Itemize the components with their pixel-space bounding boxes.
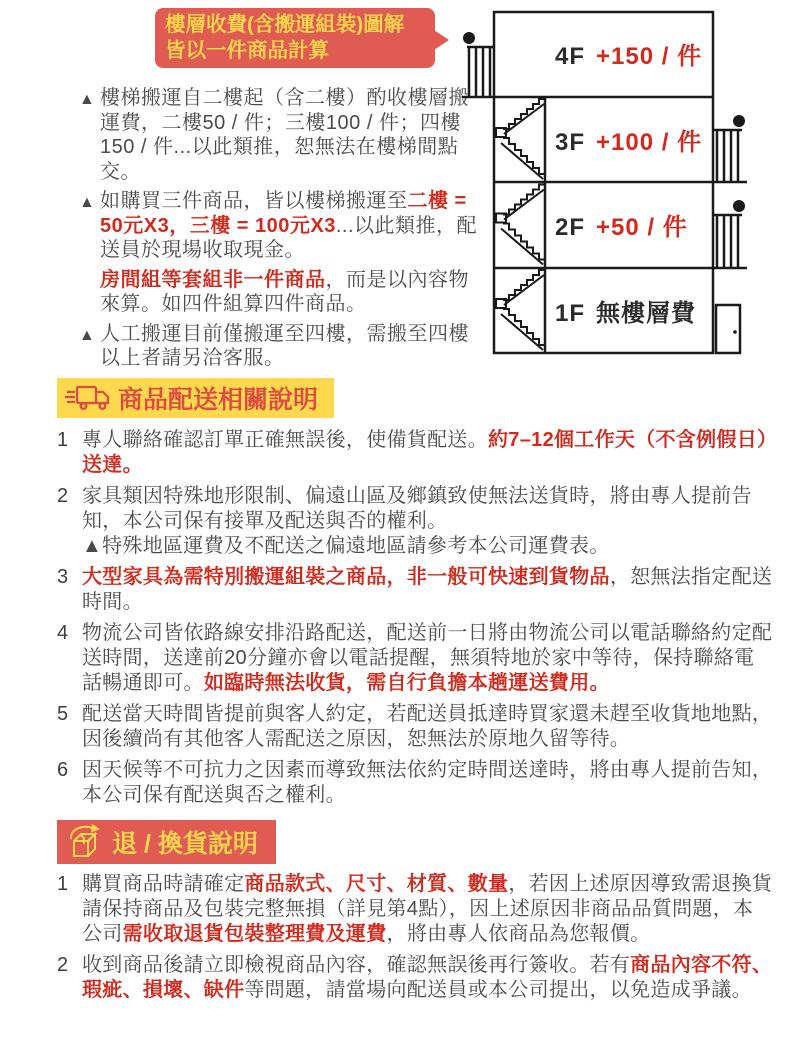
floor-label: 3F — [555, 129, 586, 156]
item-text: 專人聯絡確認訂單正確無誤後，使備貨配送。約7–12個工作天（不含例假日）送達。 — [82, 429, 768, 476]
returns-section-header — [57, 820, 276, 864]
list-item — [57, 484, 773, 559]
stair-note-text: 如購買三件商品，皆以樓梯搬運至二樓 = 50元X3，三樓 = 100元X3...以此類推，配送員於現場收取現金。 — [100, 190, 478, 261]
list-item — [57, 872, 773, 947]
bullet-spacer — [79, 268, 100, 317]
floor-price: +150 / 件 — [596, 43, 703, 70]
triangle-bullet-icon: ▲ — [79, 194, 96, 211]
stair-note — [79, 86, 477, 184]
list-item — [57, 953, 773, 1003]
item-text: 家具類因特殊地形限制、偏遠山區及鄉鎮致使無法送貨時，將由專人提前告知，本公司保有接單及配送與否的權利。 ▲特殊地區運費及不配送之偏遠地區請參考本公司運費表。 — [82, 485, 752, 557]
floor-fee-callout — [155, 8, 435, 68]
item-text: 購買商品時請確定商品款式、尺寸、材質、數量，若因上述原因導致需退換貨請保持商品及包裝完整無損（詳見第4點），因上述原因非商品品質問題，本公司需收取退貨包裝整理費及運費，將由專人依商品為您報價。 — [82, 873, 773, 945]
list-item — [57, 565, 773, 615]
triangle-bullet-icon: ▲ — [79, 91, 96, 108]
stair-note-text: 樓梯搬運自二樓起（含二樓）酌收樓層搬運費，二樓50 / 件；三樓100 / 件；四樓150 / 件...以此類推，恕無法在樓梯間點交。 — [100, 87, 469, 183]
item-number: 3 — [57, 566, 69, 588]
item-number: 1 — [57, 429, 69, 451]
callout-line2: 皆以一件商品計算 — [165, 39, 329, 62]
item-number: 2 — [57, 485, 69, 507]
floor-fee-section — [0, 0, 800, 372]
return-items — [57, 872, 773, 1003]
delivery-items — [57, 428, 773, 808]
floor-label: 1F — [555, 300, 586, 327]
item-number: 1 — [57, 873, 69, 895]
list-item — [57, 621, 773, 696]
stair-fee-notes — [79, 86, 477, 376]
item-text: 因天候等不可抗力之因素而導致無法依約定時間送達時，將由專人提前告知，本公司保有配送與否之權利。 — [82, 759, 773, 806]
item-number: 4 — [57, 622, 69, 644]
delivery-section — [0, 372, 800, 1003]
box-return-icon — [67, 823, 103, 861]
item-number: 2 — [57, 954, 69, 976]
building-floor-diagram — [455, 0, 755, 362]
delivery-section-header — [57, 378, 334, 418]
stairs-icon — [496, 99, 545, 350]
stair-note-text: 房間組等套組非一件商品，而是以內容物來算。如四件組算四件商品。 — [100, 268, 469, 315]
delivery-section-title: 商品配送相關說明 — [118, 386, 319, 414]
item-text: 大型家具為需特別搬運組裝之商品，非一般可快速到貨物品，恕無法指定配送時間。 — [82, 566, 773, 613]
item-text: 配送當天時間皆提前與客人約定，若配送員抵達時買家還未趕至收貨地地點，因後續尚有其他客人需配送之原因，恕無法於原地久留等待。 — [82, 703, 773, 750]
item-text: 物流公司皆依路線安排沿路配送，配送前一日將由物流公司以電話聯絡約定配送時間，送達前20分鐘亦會以電話提醒，無須特地於家中等待，保持聯絡電話暢通即可。如臨時無法收貨，需自行負擔本趟運送費用。 — [82, 622, 773, 694]
triangle-bullet-icon: ▲ — [79, 326, 96, 344]
item-number: 6 — [57, 759, 69, 781]
truck-icon — [65, 383, 111, 413]
floor-price: +50 / 件 — [596, 214, 688, 241]
floor-label: 2F — [555, 214, 586, 241]
returns-section-title: 退 / 換貨說明 — [112, 830, 258, 858]
floor-price: +100 / 件 — [596, 129, 703, 156]
callout-line1: 樓層收費(含搬運組裝)圖解 — [165, 13, 405, 36]
list-item — [57, 702, 773, 752]
stair-note — [79, 189, 477, 263]
stair-note — [79, 268, 477, 317]
floor-price: 無樓層費 — [596, 300, 696, 327]
list-item — [57, 428, 773, 478]
item-text: 收到商品後請立即檢視商品內容，確認無誤後再行簽收。若有商品內容不符、瑕疵、損壞、缺件等問題，請當場向配送員或本公司提出，以免造成爭議。 — [82, 954, 773, 1001]
stair-note-text: 人工搬運目前僅搬運至四樓，需搬至四樓以上者請另洽客服。 — [100, 322, 469, 369]
list-item — [57, 758, 773, 808]
stair-note — [79, 322, 477, 371]
item-number: 5 — [57, 703, 69, 725]
floor-label: 4F — [555, 43, 586, 70]
